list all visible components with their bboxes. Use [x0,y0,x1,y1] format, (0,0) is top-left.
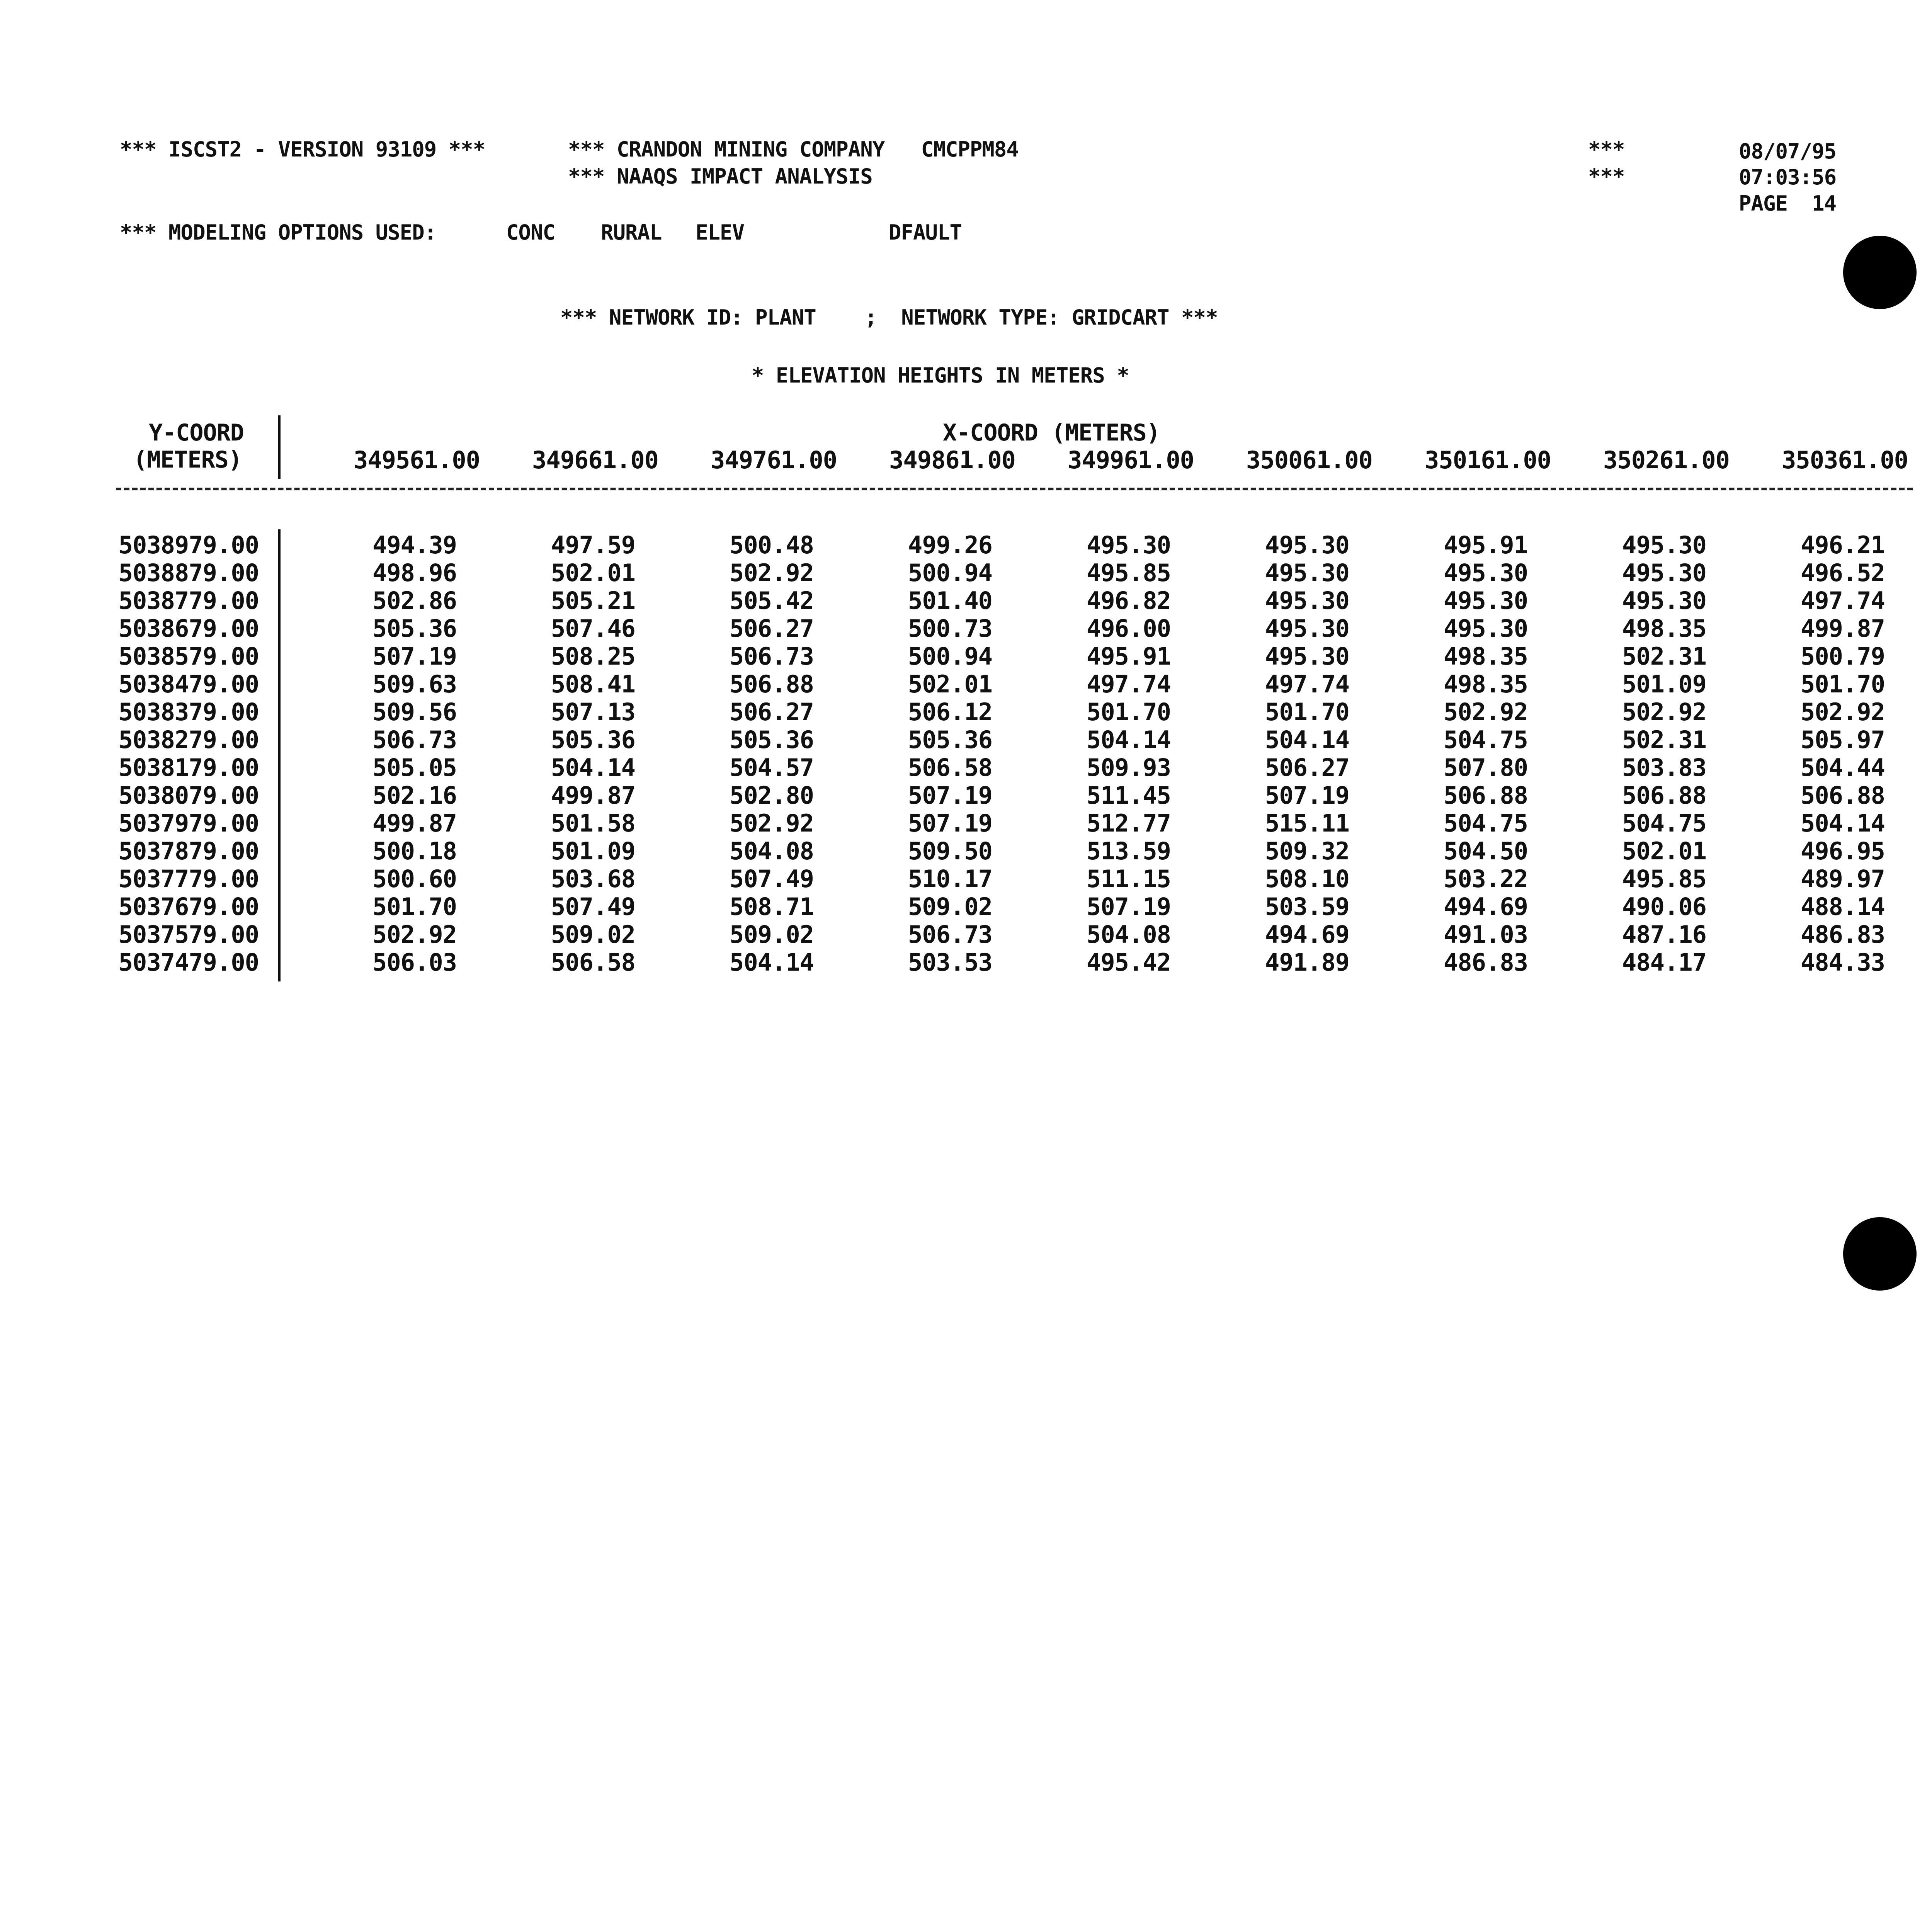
elevation-cell: 495.30 [1444,587,1528,615]
modeling-options-label: *** MODELING OPTIONS USED: [120,220,437,245]
elevation-cell: 509.32 [1265,837,1349,865]
elevation-cell: 505.36 [908,726,992,754]
elevation-cell: 513.59 [1087,837,1171,865]
page-label: PAGE 14 [1739,191,1837,216]
elevation-cell: 495.85 [1622,865,1706,893]
elevation-cell: 505.05 [372,753,457,782]
spacer-cell [259,754,278,782]
elevation-cell: 504.08 [730,837,814,865]
program-version: *** ISCST2 - VERSION 93109 *** [120,137,485,162]
binder-hole [1843,1217,1917,1291]
y-coord-cell: 5038079.00 [118,781,259,810]
elevation-cell: 511.45 [1087,781,1171,810]
elevation-cell: 491.89 [1265,948,1349,976]
y-coord-cell: 5038379.00 [118,698,259,726]
x-col-header: 349761.00 [711,446,837,474]
elevation-cell: 502.92 [372,920,457,949]
y-coord-cell: 5037779.00 [118,865,259,893]
elevation-cell: 505.21 [551,587,635,615]
elevation-cell: 495.30 [1444,614,1528,643]
x-col-header: 350161.00 [1425,446,1551,474]
header-stars-2: *** [1588,164,1625,189]
elevation-cell: 507.13 [551,698,635,726]
elevation-cell: 503.59 [1265,893,1349,921]
elevation-cell: 503.22 [1444,865,1528,893]
table-row [116,921,1885,949]
elevation-cell: 502.80 [730,781,814,810]
report-time: 07:03:56 [1739,165,1837,189]
table-row [116,559,1885,587]
elevation-cell: 506.03 [372,948,457,976]
elevation-cell: 487.16 [1622,920,1706,949]
elevation-cell: 502.01 [551,559,635,587]
elevation-cell: 505.36 [372,614,457,643]
table-row [116,949,1885,976]
elevation-cell: 506.88 [1622,781,1706,810]
spacer-cell [259,810,278,837]
elevation-cell: 504.50 [1444,837,1528,865]
elevation-cell: 506.27 [730,698,814,726]
elevation-cell: 489.97 [1801,865,1885,893]
elevation-cell: 506.73 [372,726,457,754]
option-rural: RURAL [601,220,662,245]
table-row [116,782,1885,810]
elevation-cell: 495.30 [1444,559,1528,587]
elevation-cell: 499.26 [908,531,992,559]
elevation-cell: 495.30 [1622,531,1706,559]
spacer-cell [259,837,278,865]
elevation-cell: 506.58 [551,948,635,976]
elevation-cell: 507.80 [1444,753,1528,782]
elevation-cell: 506.12 [908,698,992,726]
elevation-cell: 501.40 [908,587,992,615]
elevation-cell: 507.49 [730,865,814,893]
dashed-rule [116,488,1913,490]
elevation-cell: 502.86 [372,587,457,615]
table-row [116,587,1885,615]
y-coord-cell: 5038979.00 [118,531,259,559]
elevation-cell: 497.74 [1265,670,1349,698]
x-col-header: 349561.00 [354,446,480,474]
network-line: *** NETWORK ID: PLANT ; NETWORK TYPE: GRIDCART *** [560,305,1218,330]
elevation-cell: 508.71 [730,893,814,921]
elevation-cell: 502.31 [1622,726,1706,754]
ycoord-units: (METERS) [133,446,242,473]
x-col-header: 350261.00 [1603,446,1730,474]
elevation-cell: 497.74 [1087,670,1171,698]
elevation-cell: 499.87 [1801,614,1885,643]
elevation-cell: 501.09 [1622,670,1706,698]
elevation-cell: 500.60 [372,865,457,893]
spacer-cell [259,949,278,976]
elevation-cell: 495.30 [1622,587,1706,615]
elevation-cell: 498.35 [1444,670,1528,698]
elevation-cell: 498.96 [372,559,457,587]
elevation-cell: 504.14 [551,753,635,782]
y-coord-cell: 5038879.00 [118,559,259,587]
table-row [116,726,1885,754]
elevation-cell: 504.75 [1622,809,1706,837]
x-col-header: 350361.00 [1782,446,1908,474]
elevation-cell: 497.59 [551,531,635,559]
elevation-cell: 508.41 [551,670,635,698]
elevation-cell: 509.56 [372,698,457,726]
elevation-cell: 496.82 [1087,587,1171,615]
elevation-cell: 509.93 [1087,753,1171,782]
elevation-cell: 505.97 [1801,726,1885,754]
elevation-cell: 506.58 [908,753,992,782]
elevation-cell: 507.19 [372,642,457,670]
option-dfault: DFAULT [889,220,962,245]
y-coord-cell: 5038579.00 [118,642,259,670]
spacer-cell [259,559,278,587]
elevation-cell: 500.48 [730,531,814,559]
elevation-cell: 498.35 [1444,642,1528,670]
elevation-cell: 498.35 [1622,614,1706,643]
spacer-cell [259,921,278,949]
elevation-cell: 505.42 [730,587,814,615]
table-row [116,810,1885,837]
elevation-cell: 495.91 [1087,642,1171,670]
table-row [116,698,1885,726]
elevation-cell: 504.75 [1444,726,1528,754]
elevation-cell: 494.39 [372,531,457,559]
elevation-cell: 504.14 [1265,726,1349,754]
elevation-cell: 500.94 [908,559,992,587]
y-coord-cell: 5038179.00 [118,753,259,782]
y-coord-cell: 5037679.00 [118,893,259,921]
x-col-header: 349861.00 [889,446,1015,474]
elevation-cell: 507.19 [908,781,992,810]
elevation-cell: 501.58 [551,809,635,837]
elevation-cell: 501.70 [1265,698,1349,726]
table-row [116,865,1885,893]
elevation-cell: 500.73 [908,614,992,643]
y-coord-cell: 5037479.00 [118,948,259,976]
elevation-cell: 507.19 [1265,781,1349,810]
y-coord-cell: 5038679.00 [118,614,259,643]
elevation-cell: 502.92 [730,559,814,587]
table-row [116,837,1885,865]
elevation-cell: 502.31 [1622,642,1706,670]
table-row [116,615,1885,643]
spacer-cell [259,615,278,643]
elevation-cell: 507.19 [1087,893,1171,921]
elevation-cell: 500.79 [1801,642,1885,670]
elevation-cell: 504.75 [1444,809,1528,837]
elevation-cell: 491.03 [1444,920,1528,949]
elevation-cell: 509.02 [551,920,635,949]
header-divider [278,415,281,479]
elevation-cell: 502.92 [1622,698,1706,726]
elevation-cell: 501.70 [372,893,457,921]
spacer-cell [259,587,278,615]
spacer-cell [259,865,278,893]
spacer-cell [259,698,278,726]
elevation-title: * ELEVATION HEIGHTS IN METERS * [752,363,1129,388]
elevation-cell: 495.30 [1265,559,1349,587]
elevation-cell: 505.36 [551,726,635,754]
company-line: *** CRANDON MINING COMPANY CMCPPM84 [568,137,1019,162]
table-row [116,893,1885,921]
elevation-cell: 495.30 [1265,642,1349,670]
x-col-header: 349961.00 [1068,446,1194,474]
binder-hole [1843,236,1917,309]
spacer-cell [259,670,278,698]
elevation-cell: 490.06 [1622,893,1706,921]
elevation-cell: 504.08 [1087,920,1171,949]
elevation-cell: 509.63 [372,670,457,698]
elevation-cell: 486.83 [1444,948,1528,976]
xcoord-label: X-COORD (METERS) [943,419,1160,446]
elevation-cell: 503.53 [908,948,992,976]
elevation-cell: 506.27 [730,614,814,643]
elevation-cell: 510.17 [908,865,992,893]
table-row [116,643,1885,670]
y-coord-cell: 5038479.00 [118,670,259,698]
elevation-cell: 506.88 [1801,781,1885,810]
spacer-cell [259,726,278,754]
header-stars-1: *** [1588,137,1625,162]
elevation-cell: 509.02 [730,920,814,949]
report-date: 08/07/95 [1739,139,1837,163]
y-coord-cell: 5037879.00 [118,837,259,865]
elevation-cell: 505.36 [730,726,814,754]
elevation-cell: 495.30 [1265,531,1349,559]
elevation-cell: 504.14 [1087,726,1171,754]
y-coord-cell: 5037579.00 [118,920,259,949]
ycoord-label: Y-COORD [149,419,244,446]
elevation-cell: 502.01 [1622,837,1706,865]
spacer-cell [259,782,278,810]
x-col-header: 350061.00 [1246,446,1372,474]
elevation-cell: 507.49 [551,893,635,921]
spacer-cell [259,531,278,559]
analysis-line: *** NAAQS IMPACT ANALYSIS [568,164,872,189]
table-row [116,670,1885,698]
elevation-cell: 511.15 [1087,865,1171,893]
elevation-cell: 504.14 [730,948,814,976]
x-col-header: 349661.00 [532,446,658,474]
option-conc: CONC [506,220,555,245]
elevation-cell: 495.91 [1444,531,1528,559]
elevation-cell: 499.87 [551,781,635,810]
elevation-cell: 503.68 [551,865,635,893]
elevation-cell: 486.83 [1801,920,1885,949]
elevation-cell: 495.42 [1087,948,1171,976]
elevation-cell: 502.92 [1801,698,1885,726]
elevation-cell: 495.30 [1087,531,1171,559]
elevation-grid [116,531,1885,976]
y-coord-cell: 5037979.00 [118,809,259,837]
elevation-cell: 507.19 [908,809,992,837]
elevation-cell: 502.92 [1444,698,1528,726]
elevation-cell: 500.94 [908,642,992,670]
elevation-cell: 494.69 [1444,893,1528,921]
spacer-cell [259,893,278,921]
elevation-cell: 495.30 [1622,559,1706,587]
elevation-cell: 495.85 [1087,559,1171,587]
elevation-cell: 501.70 [1087,698,1171,726]
elevation-cell: 496.52 [1801,559,1885,587]
elevation-cell: 503.83 [1622,753,1706,782]
elevation-cell: 497.74 [1801,587,1885,615]
elevation-cell: 504.57 [730,753,814,782]
elevation-cell: 504.44 [1801,753,1885,782]
elevation-cell: 500.18 [372,837,457,865]
elevation-cell: 501.09 [551,837,635,865]
elevation-cell: 502.01 [908,670,992,698]
elevation-cell: 484.17 [1622,948,1706,976]
elevation-cell: 507.46 [551,614,635,643]
elevation-cell: 494.69 [1265,920,1349,949]
elevation-cell: 499.87 [372,809,457,837]
elevation-cell: 501.70 [1801,670,1885,698]
elevation-cell: 502.16 [372,781,457,810]
elevation-cell: 506.88 [730,670,814,698]
elevation-cell: 496.00 [1087,614,1171,643]
table-row [116,754,1885,782]
elevation-cell: 502.92 [730,809,814,837]
elevation-cell: 504.14 [1801,809,1885,837]
spacer-cell [259,643,278,670]
elevation-cell: 508.25 [551,642,635,670]
elevation-cell: 515.11 [1265,809,1349,837]
option-elev: ELEV [696,220,745,245]
elevation-cell: 496.95 [1801,837,1885,865]
elevation-cell: 484.33 [1801,948,1885,976]
elevation-cell: 506.73 [908,920,992,949]
elevation-cell: 506.73 [730,642,814,670]
elevation-cell: 509.02 [908,893,992,921]
elevation-cell: 509.50 [908,837,992,865]
y-coord-cell: 5038779.00 [118,587,259,615]
elevation-cell: 506.27 [1265,753,1349,782]
elevation-cell: 496.21 [1801,531,1885,559]
elevation-cell: 495.30 [1265,587,1349,615]
elevation-cell: 488.14 [1801,893,1885,921]
elevation-cell: 495.30 [1265,614,1349,643]
y-coord-cell: 5038279.00 [118,726,259,754]
table-row [116,531,1885,559]
elevation-cell: 508.10 [1265,865,1349,893]
elevation-cell: 506.88 [1444,781,1528,810]
elevation-cell: 512.77 [1087,809,1171,837]
